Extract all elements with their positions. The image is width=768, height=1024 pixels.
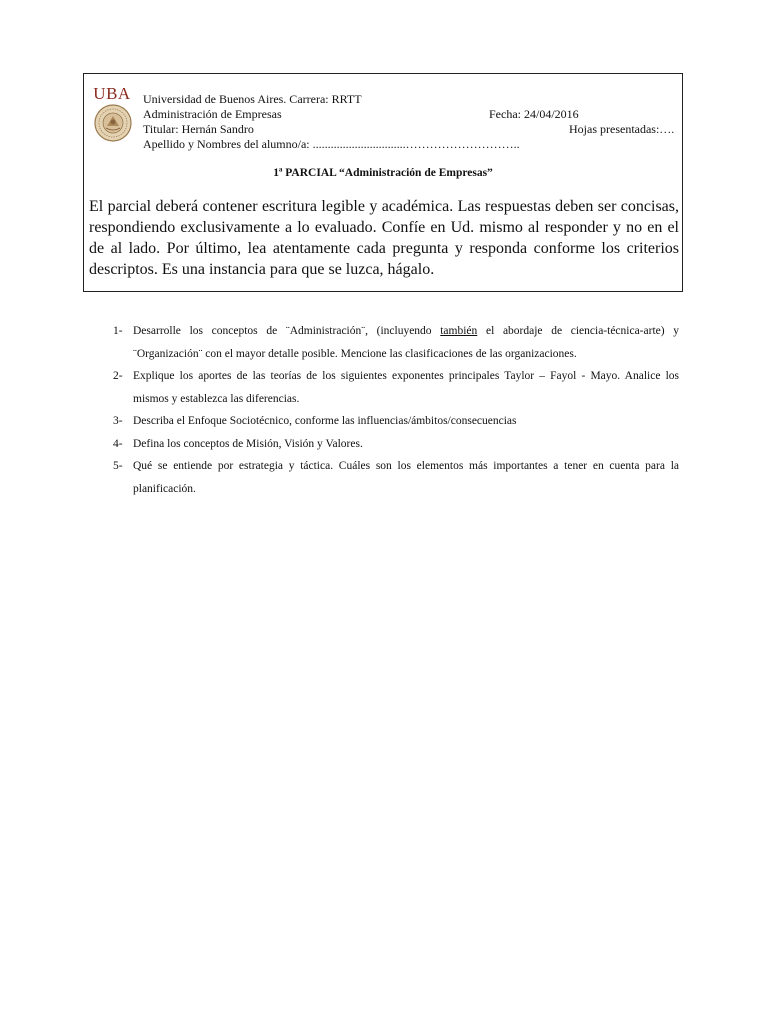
exam-header-box (83, 73, 683, 292)
question-number: 4- (113, 437, 123, 450)
question-number: 2- (113, 370, 123, 382)
question-item (113, 410, 679, 433)
sheets-presented: Hojas presentadas:…. (569, 122, 675, 136)
university-seal-icon (94, 104, 132, 142)
question-list (113, 320, 679, 500)
question-text-start: Desarrolle los conceptos de ¨Administración¨, (incluyendo (133, 325, 441, 337)
teacher-line: Titular: Hernán Sandro (143, 122, 254, 136)
question-item (113, 433, 679, 456)
question-text: Describa el Enfoque Sociotécnico, conforme las influencias/ámbitos/consecuencias (133, 415, 517, 427)
student-name-line: Apellido y Nombres del alumno/a: ...............................……………………….. (143, 137, 520, 151)
question-item (113, 455, 679, 500)
question-item (113, 320, 679, 365)
exam-instructions: El parcial deberá contener escritura legible y académica. Las respuestas deben ser concisas, respondiendo exclusivamente a lo evaluado. Confíe en Ud. mismo al responder y no en el de al lado. Por último, lea atentamente cada pregunta y responda conforme los criterios descriptos. Es una instancia para que se luzca, hágalo. (89, 198, 679, 278)
logo-text: UBA (93, 84, 131, 103)
question-text: Qué se entiende por estrategia y táctica. Cuáles son los elementos más importantes a tener en cuenta para la planificación. (133, 460, 679, 495)
uba-logo (90, 84, 134, 146)
subject-line: Administración de Empresas (143, 107, 282, 121)
question-text: Defina los conceptos de Misión, Visión y Valores. (133, 437, 363, 450)
question-text (133, 325, 679, 360)
question-number: 5- (113, 460, 123, 472)
question-item (113, 365, 679, 410)
exam-title: 1ª PARCIAL “Administración de Empresas” (273, 167, 493, 179)
question-number: 3- (113, 415, 123, 427)
question-number: 1- (113, 325, 123, 337)
underlined-word: también (440, 325, 478, 337)
exam-date: Fecha: 24/04/2016 (489, 107, 579, 121)
question-text-end: el abordaje de ciencia-técnica-arte) y ¨Organización¨ con el mayor detalle posible. Mencione las clasificaciones de las organizaciones. (133, 325, 680, 360)
question-text: Explique los aportes de las teorías de los siguientes exponentes principales Taylor – Fayol - Mayo. Analice los mismos y establezca las diferencias. (133, 370, 679, 405)
university-line: Universidad de Buenos Aires. Carrera: RRTT (143, 92, 362, 106)
